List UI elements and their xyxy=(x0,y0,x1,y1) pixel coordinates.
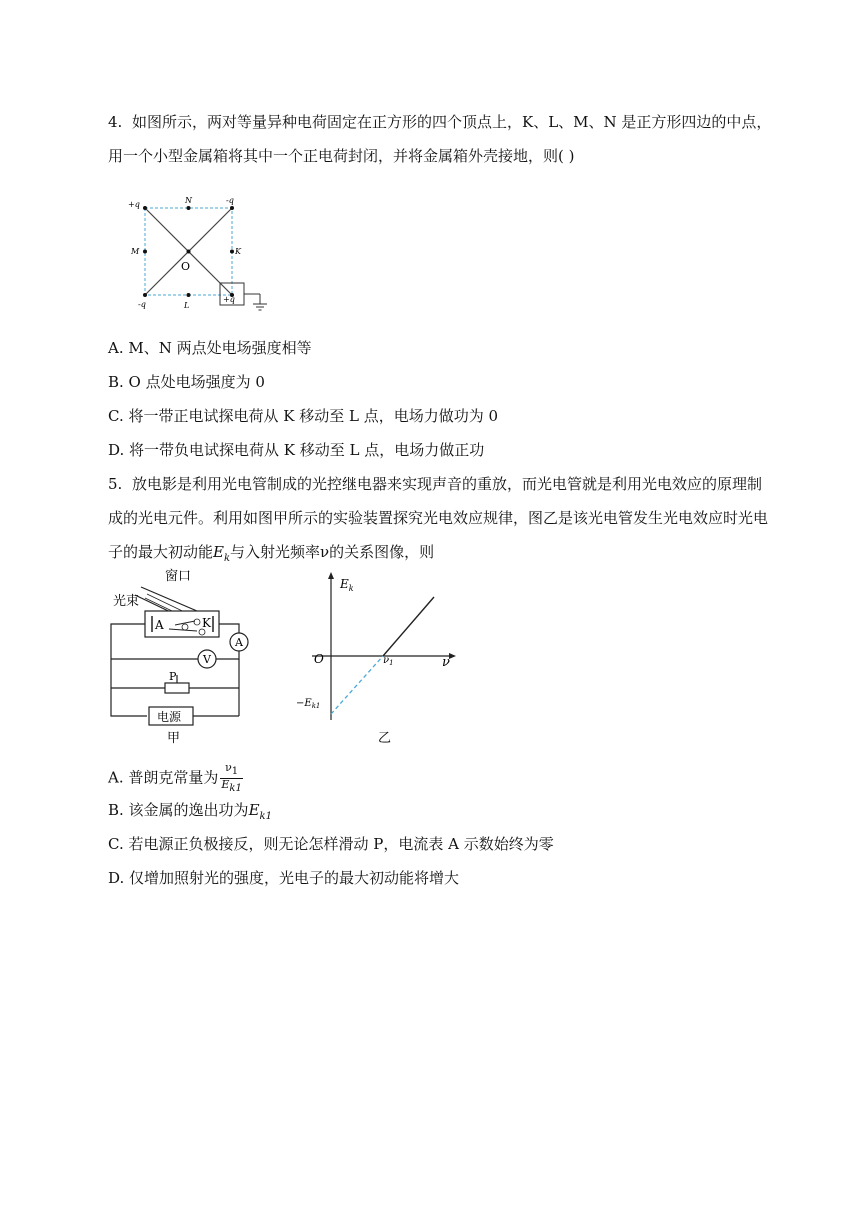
wire-right xyxy=(219,624,239,633)
anode-label: A xyxy=(155,618,164,632)
beam-label: 光束 xyxy=(113,594,140,609)
q5-option-c: C. 若电源正负极接反，则无论怎样滑动 P，电流表 A 示数始终为零 xyxy=(108,835,554,853)
q5-stem-line-1 xyxy=(108,474,762,494)
frac-num-sub: 1 xyxy=(231,766,239,778)
label-bottom-right-charge: +q xyxy=(223,295,235,304)
ek-line-dashed xyxy=(331,656,383,714)
q5-option-b-sub: k1 xyxy=(259,811,272,822)
q4-option-d: D. 将一带负电试探电荷从 K 移动至 L 点，电场力做正功 xyxy=(108,441,485,459)
q5-option-a-prefix: A. 普朗克常量为 xyxy=(108,768,219,787)
q5-option-a-fraction xyxy=(220,762,242,795)
charge-dot-bl xyxy=(143,293,147,297)
q5-ek-sub: k xyxy=(223,553,231,564)
label-l: L xyxy=(184,301,190,310)
label-m: M xyxy=(131,247,140,256)
window-label: 窗口 xyxy=(165,569,192,584)
cathode-label: K xyxy=(202,616,211,630)
q5-stem-text-3a: 子的最大初动能 xyxy=(108,543,214,561)
q5-option-d: D. 仅增加照射光的强度，光电子的最大初动能将增大 xyxy=(108,869,460,887)
q4-stem-line-2: 用一个小型金属箱将其中一个正电荷封闭，并将金属箱外壳接地，则( ) xyxy=(108,147,575,165)
nu1-label: $\nu_1$ xyxy=(383,655,394,667)
frac-num: ν xyxy=(225,761,232,774)
graph-caption: 乙 xyxy=(378,731,392,745)
q5-stem-text-1: 放电影是利用光电管制成的光控继电器来实现声音的重放，而光电管就是利用光电效应的原理制 xyxy=(132,475,763,493)
q5-number: 5. xyxy=(108,475,123,493)
point-k xyxy=(230,250,234,254)
q4-option-c: C. 将一带正电试探电荷从 K 移动至 L 点，电场力做功为 0 xyxy=(108,407,499,425)
label-k: K xyxy=(235,247,241,256)
label-n: N xyxy=(185,196,192,205)
wire-left xyxy=(111,624,147,716)
label-top-right-charge: -q xyxy=(226,196,234,205)
ek-line-solid xyxy=(383,597,434,656)
x-axis-arrow xyxy=(449,653,456,659)
point-l xyxy=(187,293,191,297)
wire-right-down xyxy=(111,651,239,659)
q4-stem-text-1: 如图所示，两对等量异种电荷固定在正方形的四个顶点上，K、L、M、N 是正方形四边的中点， xyxy=(132,113,772,131)
q5-option-b xyxy=(108,800,272,827)
label-top-left-charge: +q xyxy=(128,200,140,209)
slider-label: P xyxy=(169,670,177,683)
q4-option-a: A. M、N 两点处电场强度相等 xyxy=(108,339,312,357)
label-o: O xyxy=(181,260,191,273)
origin-label: O xyxy=(314,652,324,666)
q5-stem-line-2: 成的光电元件。利用如图甲所示的实验装置探究光电效应规律，图乙是该光电管发生光电效应时光电 xyxy=(108,509,769,527)
q4-option-b: B. O 点处电场强度为 0 xyxy=(108,373,265,391)
q5-circuit-figure xyxy=(105,565,265,745)
point-m xyxy=(143,250,147,254)
q5-option-b-symbol: E xyxy=(248,801,260,819)
voltmeter-label: V xyxy=(203,653,211,666)
point-n xyxy=(187,206,191,210)
charge-dot-tr xyxy=(230,206,234,210)
label-bottom-left-charge: -q xyxy=(138,300,146,309)
q5-ek-symbol: E xyxy=(213,543,224,561)
neg-ek1-label: $-E_{k1}$ xyxy=(296,698,321,710)
q5-option-b-prefix: B. 该金属的逸出功为 xyxy=(108,801,249,819)
circuit-caption: 甲 xyxy=(167,731,181,745)
q4-number: 4. xyxy=(108,113,123,131)
source-label: 电源 xyxy=(157,710,182,724)
y-axis-label: $E_k$ xyxy=(340,577,354,593)
point-o xyxy=(187,250,191,254)
q4-charge-square-figure xyxy=(120,190,280,312)
frac-den-sub: k1 xyxy=(229,783,242,795)
q4-stem-line-1 xyxy=(108,112,771,132)
charge-dot-tl xyxy=(143,206,147,210)
q5-option-a xyxy=(108,762,243,795)
ammeter-label: A xyxy=(235,636,243,649)
q5-stem-text-3b: 与入射光频率ν的关系图像，则 xyxy=(230,543,435,561)
rheostat xyxy=(165,683,189,693)
y-axis-arrow xyxy=(328,572,334,579)
q5-ek-graph-figure xyxy=(290,570,460,745)
x-axis-label: ν xyxy=(442,655,450,670)
frac-den: E xyxy=(221,778,230,792)
beam-tube-top xyxy=(141,587,197,611)
